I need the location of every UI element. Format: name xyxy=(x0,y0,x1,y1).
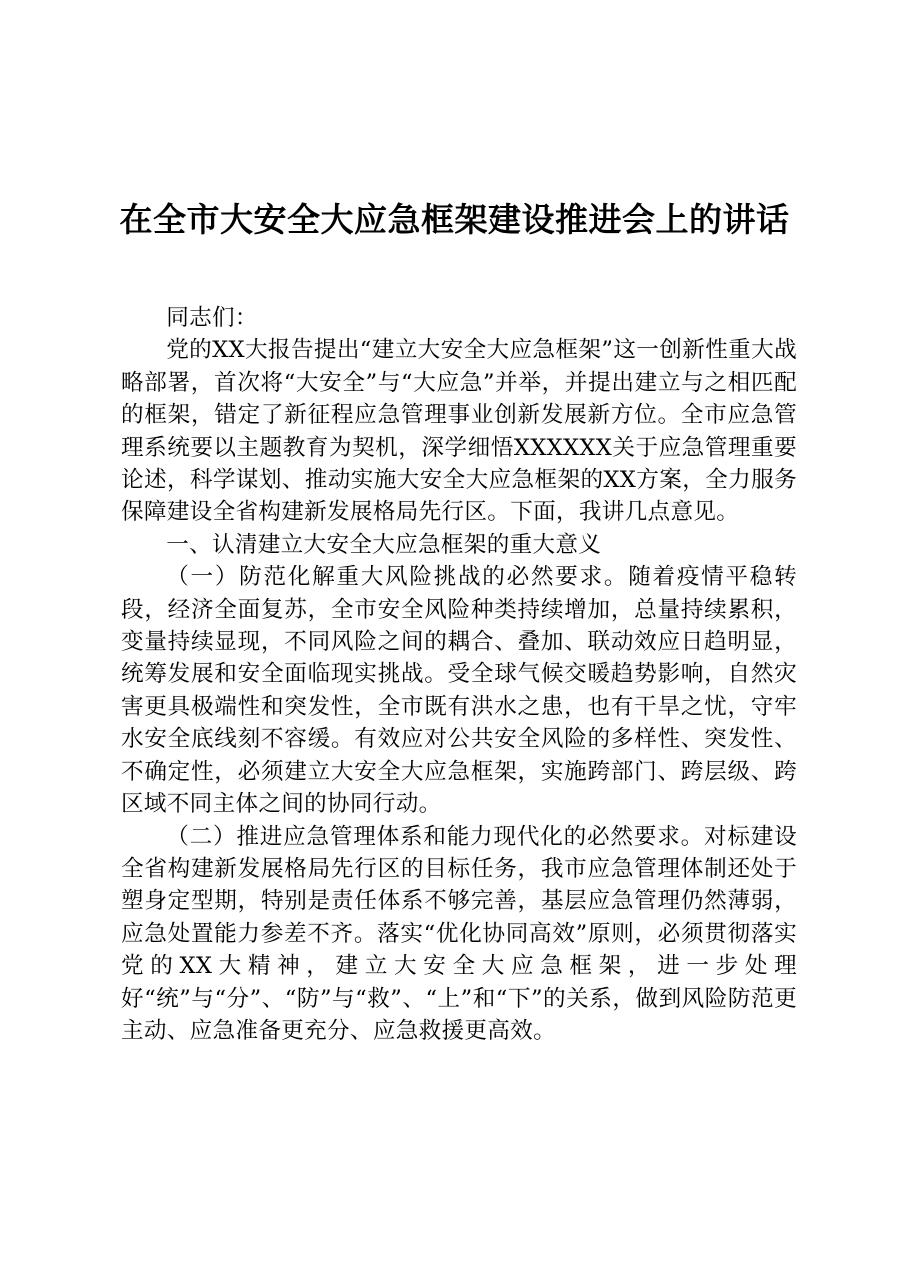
body-paragraph: （二）推进应急管理体系和能力现代化的必然要求。对标建设全省构建新发展格局先行区的目标任务，我市应急管理体制还处于塑身定型期，特别是责任体系不够完善，基层应急管理仍然薄弱，应急处置能力参差不齐。落实“优化协同高效”原则，必须贯彻落实党的XX大精神，建立大安全大应急框架，进一步处理好“统”与“分”、“防”与“救”、“上”和“下”的关系，做到风险防范更主动、应急准备更充分、应急救援更高效。 xyxy=(121,823,797,1044)
body-paragraph: （一）防范化解重大风险挑战的必然要求。随着疫情平稳转段，经济全面复苏，全市安全风险种类持续增加，总量持续累积，变量持续显现，不同风险之间的耦合、叠加、联动效应日趋明显，统筹发展和安全面临现实挑战。受全球气候交暖趋势影响，自然灾害更具极端性和突发性，全市既有洪水之患，也有干旱之忧，守牢水安全底线刻不容缓。有效应对公共安全风险的多样性、突发性、不确定性，必须建立大安全大应急框架，实施跨部门、跨层级、跨区域不同主体之间的协同行动。 xyxy=(121,564,797,818)
intro-paragraph: 党的XX大报告提出“建立大安全大应急框架”这一创新性重大战略部署，首次将“大安全”与“大应急”并举，并提出建立与之相匹配的框架，错定了新征程应急管理事业创新发展新方位。全市应急管理系统要以主题教育为契机，深学细悟XXXXXX关于应急管理重要论述，科学谋划、推动实施大安全大应急框架的XX方案，全力服务保障建设全省构建新发展格局先行区。下面，我讲几点意见。 xyxy=(121,337,797,526)
document-body xyxy=(121,302,797,1047)
salutation-paragraph: 同志们： xyxy=(166,305,258,331)
section-heading: 一、认清建立大安全大应急框架的重大意义 xyxy=(166,531,602,558)
document-title: 在全市大安全大应急框架建设推进会上的讲话 xyxy=(119,200,790,239)
